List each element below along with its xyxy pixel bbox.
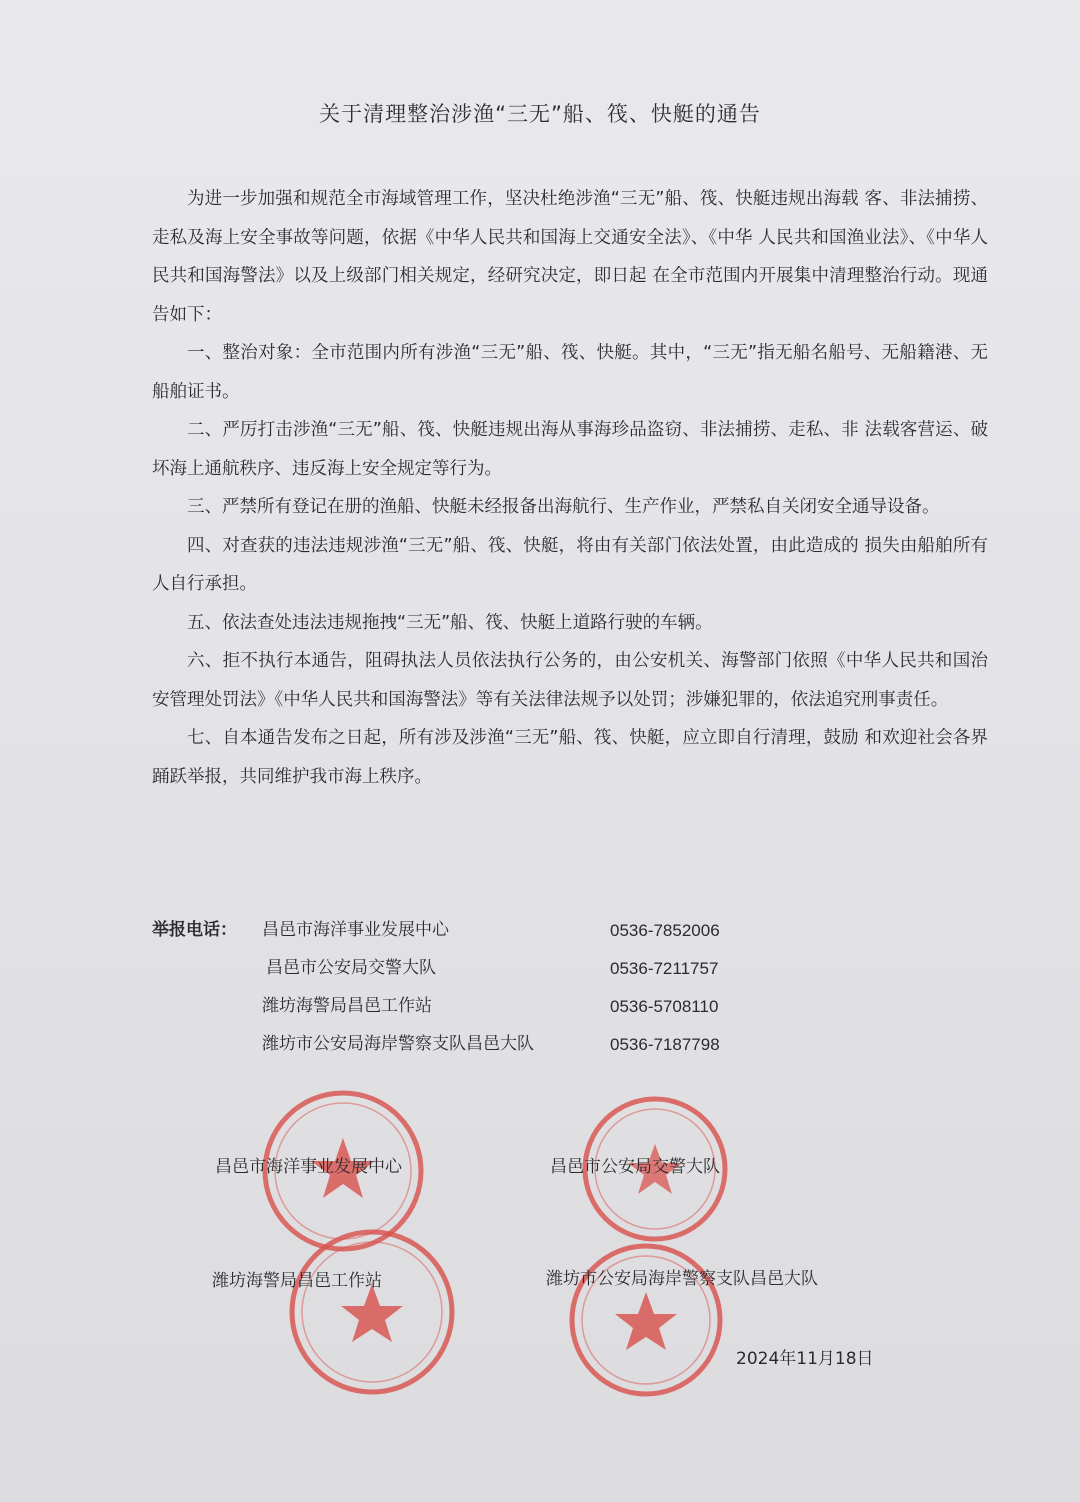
hotline-row	[262, 988, 782, 1026]
hotline-phone: 0536-5708110	[610, 997, 719, 1016]
hotline-label: 举报电话：	[152, 920, 237, 940]
hotline-row	[266, 950, 786, 988]
hotline-org: 潍坊海警局昌邑工作站	[262, 996, 432, 1016]
hotline-org: 昌邑市公安局交警大队	[266, 958, 436, 978]
paragraph-5: 五、依法查处违法违规拖拽“三无”船、筏、快艇上道路行驶的车辆。	[187, 612, 713, 633]
hotline-phone: 0536-7852006	[610, 921, 720, 940]
document-date: 2024年11月18日	[736, 1349, 874, 1369]
hotline-org: 潍坊市公安局海岸警察支队昌邑大队	[262, 1034, 534, 1054]
paragraph-7: 七、自本通告发布之日起，所有涉及涉渔“三无”船、筏、快艇，应立即自行清理，鼓励 和欢迎社会各界踊跃举报，共同维护我市海上秩序。	[152, 728, 988, 787]
paragraph-6: 六、拒不执行本通告，阻碍执法人员依法执行公务的，由公安机关、海警部门依照《中华人民共和国治安管理处罚法》《中华人民共和国海警法》等有关法律法规予以处罚；涉嫌犯罪的，依法追究刑事责任。	[152, 651, 988, 710]
signature-coastal-police: 潍坊市公安局海岸警察支队昌邑大队	[546, 1269, 818, 1289]
hotline-row	[262, 912, 782, 950]
paragraph-intro: 为进一步加强和规范全市海域管理工作，坚决杜绝涉渔“三无”船、筏、快艇违规出海载 客、非法捕捞、走私及海上安全事故等问题，依据《中华人民共和国海上交通安全法》、《中华 人民共和国渔业法》、《中华人民共和国海警法》以及上级部门相关规定，经研究决定，即日起 在全市范围内开展集中清理整治行动。现通告如下：	[152, 189, 988, 325]
paragraph-4: 四、对查获的违法违规涉渔“三无”船、筏、快艇，将由有关部门依法处置，由此造成的 损失由船舶所有人自行承担。	[152, 535, 988, 594]
paragraph-3: 三、严禁所有登记在册的渔船、快艇未经报备出海航行、生产作业，严禁私自关闭安全通导设备。	[187, 497, 940, 517]
paragraph-1: 一、整治对象：全市范围内所有涉渔“三无”船、筏、快艇。其中，“三无”指无船名船号、无船籍港、无船舶证书。	[152, 343, 988, 402]
hotline-phone: 0536-7211757	[610, 959, 719, 978]
paragraph-2: 二、严厉打击涉渔“三无”船、筏、快艇违规出海从事海珍品盗窃、非法捕捞、走私、非 法载客营运、破坏海上通航秩序、违反海上安全规定等行为。	[152, 420, 988, 479]
seal-coast-guard-icon	[286, 1226, 458, 1398]
hotline-row	[262, 1026, 782, 1064]
hotline-phone: 0536-7187798	[610, 1035, 720, 1054]
signature-coast-guard: 潍坊海警局昌邑工作站	[212, 1271, 382, 1291]
document-body	[152, 180, 988, 796]
signature-ocean-center: 昌邑市海洋事业发展中心	[215, 1157, 402, 1177]
signature-traffic-police: 昌邑市公安局交警大队	[550, 1157, 720, 1177]
hotline-org: 昌邑市海洋事业发展中心	[262, 920, 449, 940]
document-title: 关于清理整治涉渔“三无”船、筏、快艇的通告	[319, 102, 761, 126]
